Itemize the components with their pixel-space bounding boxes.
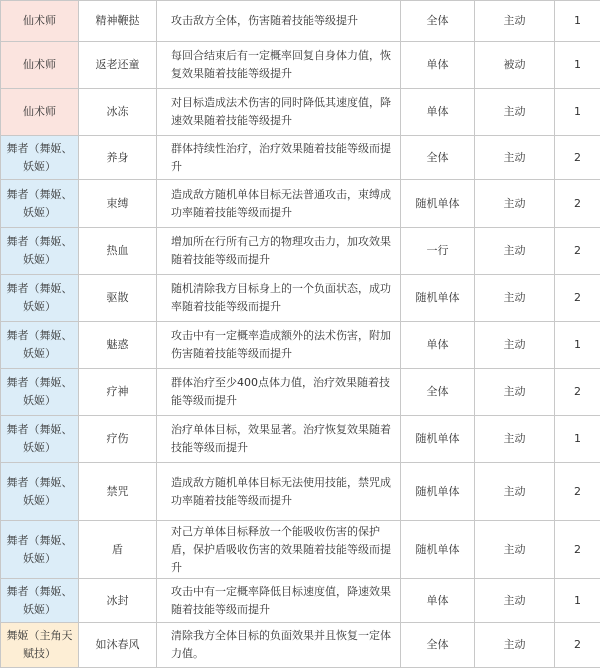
skill-type-cell: 主动 xyxy=(475,1,555,42)
level-cell: 1 xyxy=(555,322,600,369)
level-cell: 2 xyxy=(555,369,600,416)
skill-type-cell: 主动 xyxy=(475,623,555,668)
skill-name-cell: 魅惑 xyxy=(79,322,157,369)
job-cell: 舞姬（主角天赋技） xyxy=(1,623,79,668)
skill-name-cell: 禁咒 xyxy=(79,463,157,521)
skill-description-cell: 攻击中有一定概率降低目标速度值，降速效果随着技能等级而提升 xyxy=(157,579,401,623)
target-cell: 随机单体 xyxy=(401,180,475,228)
skill-type-cell: 主动 xyxy=(475,463,555,521)
level-cell: 1 xyxy=(555,579,600,623)
table-row xyxy=(1,463,600,521)
skill-description-cell: 对目标造成法术伤害的同时降低其速度值，降速效果随着技能等级提升 xyxy=(157,89,401,136)
skill-type-cell: 主动 xyxy=(475,369,555,416)
job-cell: 舞者（舞姬、妖姬） xyxy=(1,521,79,579)
job-cell: 舞者（舞姬、妖姬） xyxy=(1,275,79,322)
target-cell: 随机单体 xyxy=(401,416,475,463)
skill-description-cell: 群体持续性治疗，治疗效果随着技能等级而提升 xyxy=(157,136,401,180)
skill-description-cell: 随机清除我方目标身上的一个负面状态，成功率随着技能等级而提升 xyxy=(157,275,401,322)
level-cell: 1 xyxy=(555,89,600,136)
table-row xyxy=(1,89,600,136)
skill-type-cell: 主动 xyxy=(475,180,555,228)
target-cell: 单体 xyxy=(401,89,475,136)
skill-description-cell: 对己方单体目标释放一个能吸收伤害的保护盾，保护盾吸收伤害的效果随着技能等级而提升 xyxy=(157,521,401,579)
skill-type-cell: 主动 xyxy=(475,89,555,136)
skill-name-cell: 返老还童 xyxy=(79,42,157,89)
skill-name-cell: 盾 xyxy=(79,521,157,579)
job-cell: 舞者（舞姬、妖姬） xyxy=(1,136,79,180)
skill-description-cell: 每回合结束后有一定概率回复自身体力值，恢复效果随着技能等级提升 xyxy=(157,42,401,89)
level-cell: 1 xyxy=(555,416,600,463)
job-cell: 舞者（舞姬、妖姬） xyxy=(1,579,79,623)
table-row xyxy=(1,228,600,275)
table-row xyxy=(1,1,600,42)
job-cell: 仙术师 xyxy=(1,1,79,42)
skill-name-cell: 束缚 xyxy=(79,180,157,228)
skill-type-cell: 主动 xyxy=(475,521,555,579)
level-cell: 2 xyxy=(555,463,600,521)
skill-name-cell: 如沐春风 xyxy=(79,623,157,668)
table-row xyxy=(1,579,600,623)
skill-description-cell: 清除我方全体目标的负面效果并且恢复一定体力值。 xyxy=(157,623,401,668)
table-row xyxy=(1,136,600,180)
table-row xyxy=(1,521,600,579)
skill-name-cell: 疗伤 xyxy=(79,416,157,463)
job-cell: 仙术师 xyxy=(1,89,79,136)
skill-name-cell: 热血 xyxy=(79,228,157,275)
job-cell: 舞者（舞姬、妖姬） xyxy=(1,228,79,275)
target-cell: 单体 xyxy=(401,42,475,89)
level-cell: 1 xyxy=(555,1,600,42)
level-cell: 2 xyxy=(555,180,600,228)
table-row xyxy=(1,180,600,228)
skill-description-cell: 增加所在行所有己方的物理攻击力，加攻效果随着技能等级而提升 xyxy=(157,228,401,275)
skill-description-cell: 攻击敌方全体，伤害随着技能等级提升 xyxy=(157,1,401,42)
job-cell: 舞者（舞姬、妖姬） xyxy=(1,369,79,416)
job-cell: 舞者（舞姬、妖姬） xyxy=(1,463,79,521)
skill-description-cell: 造成敌方随机单体目标无法使用技能，禁咒成功率随着技能等级而提升 xyxy=(157,463,401,521)
skill-type-cell: 主动 xyxy=(475,322,555,369)
skill-table-body xyxy=(1,1,600,668)
target-cell: 单体 xyxy=(401,322,475,369)
skill-name-cell: 驱散 xyxy=(79,275,157,322)
job-cell: 舞者（舞姬、妖姬） xyxy=(1,416,79,463)
target-cell: 全体 xyxy=(401,136,475,180)
skill-name-cell: 精神鞭挞 xyxy=(79,1,157,42)
skill-name-cell: 冰冻 xyxy=(79,89,157,136)
target-cell: 一行 xyxy=(401,228,475,275)
skill-type-cell: 主动 xyxy=(475,275,555,322)
skill-description-cell: 群体治疗至少400点体力值，治疗效果随着技能等级而提升 xyxy=(157,369,401,416)
skill-name-cell: 疗神 xyxy=(79,369,157,416)
skill-name-cell: 养身 xyxy=(79,136,157,180)
target-cell: 随机单体 xyxy=(401,275,475,322)
target-cell: 随机单体 xyxy=(401,521,475,579)
target-cell: 全体 xyxy=(401,1,475,42)
level-cell: 1 xyxy=(555,42,600,89)
level-cell: 2 xyxy=(555,228,600,275)
skill-description-cell: 攻击中有一定概率造成额外的法术伤害，附加伤害随着技能等级而提升 xyxy=(157,322,401,369)
table-row xyxy=(1,322,600,369)
job-cell: 仙术师 xyxy=(1,42,79,89)
skill-description-cell: 造成敌方随机单体目标无法普通攻击，束缚成功率随着技能等级而提升 xyxy=(157,180,401,228)
target-cell: 随机单体 xyxy=(401,463,475,521)
skill-name-cell: 冰封 xyxy=(79,579,157,623)
level-cell: 2 xyxy=(555,136,600,180)
level-cell: 2 xyxy=(555,623,600,668)
table-row xyxy=(1,416,600,463)
level-cell: 2 xyxy=(555,521,600,579)
target-cell: 全体 xyxy=(401,623,475,668)
level-cell: 2 xyxy=(555,275,600,322)
table-row xyxy=(1,369,600,416)
table-row xyxy=(1,623,600,668)
skill-type-cell: 主动 xyxy=(475,228,555,275)
skill-description-cell: 治疗单体目标，效果显著。治疗恢复效果随着技能等级而提升 xyxy=(157,416,401,463)
table-row xyxy=(1,275,600,322)
target-cell: 单体 xyxy=(401,579,475,623)
job-cell: 舞者（舞姬、妖姬） xyxy=(1,322,79,369)
skill-type-cell: 主动 xyxy=(475,579,555,623)
skill-type-cell: 主动 xyxy=(475,416,555,463)
table-row xyxy=(1,42,600,89)
job-cell: 舞者（舞姬、妖姬） xyxy=(1,180,79,228)
skill-type-cell: 主动 xyxy=(475,136,555,180)
skill-type-cell: 被动 xyxy=(475,42,555,89)
target-cell: 全体 xyxy=(401,369,475,416)
